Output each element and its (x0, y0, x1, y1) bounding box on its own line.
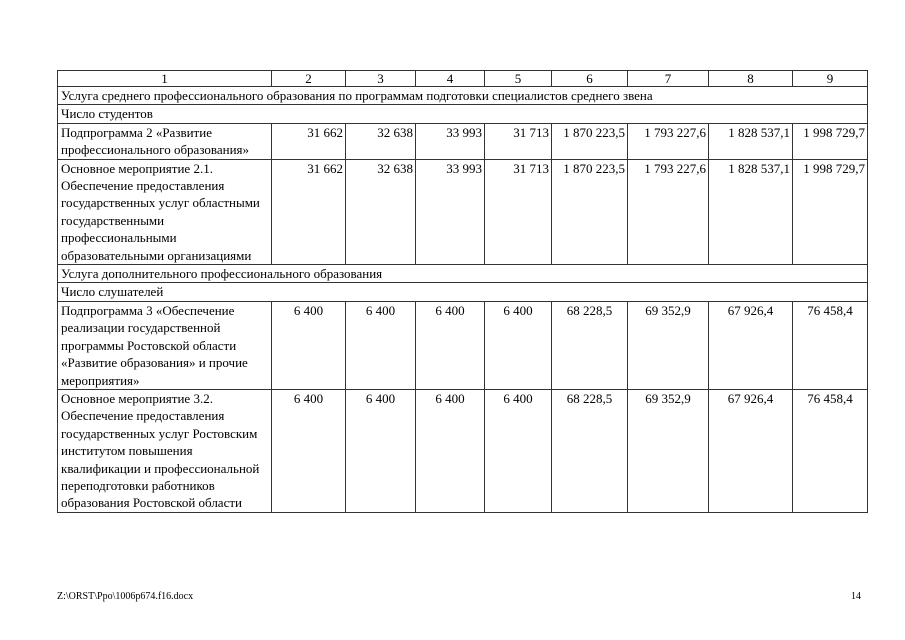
value-cell: 31 662 (272, 123, 346, 159)
value-cell: 6 400 (416, 389, 485, 512)
value-cell: 6 400 (346, 301, 416, 389)
table-row (58, 389, 868, 512)
value-cell: 1 828 537,1 (709, 159, 793, 264)
value-cell: 1 998 729,7 (793, 159, 868, 264)
row-name: Подпрограмма 2 «Развитие профессионального образования» (58, 123, 272, 159)
section-title-row (58, 87, 868, 105)
header-cell: 6 (552, 71, 628, 87)
footer-file-path: Z:\ORST\Ppo\1006p674.f16.docx (57, 591, 194, 602)
header-cell: 8 (709, 71, 793, 87)
value-cell: 32 638 (346, 123, 416, 159)
header-cell: 7 (628, 71, 709, 87)
value-cell: 31 713 (485, 159, 552, 264)
value-cell: 69 352,9 (628, 301, 709, 389)
row-name: Подпрограмма 3 «Обеспечение реализации государственной программы Ростовской области «Развитие образования» и прочие мероприятия» (58, 301, 272, 389)
value-cell: 31 662 (272, 159, 346, 264)
header-cell: 5 (485, 71, 552, 87)
value-cell: 33 993 (416, 123, 485, 159)
row-name: Основное мероприятие 2.1. Обеспечение предоставления государственных услуг областными государственными профессиональными образовательными организациями (58, 159, 272, 264)
value-cell: 1 828 537,1 (709, 123, 793, 159)
section-metric: Число студентов (58, 105, 868, 123)
value-cell: 6 400 (485, 301, 552, 389)
table-row (58, 159, 868, 264)
section-title: Услуга дополнительного профессионального образования (58, 265, 868, 283)
value-cell: 31 713 (485, 123, 552, 159)
header-cell: 9 (793, 71, 868, 87)
header-row (58, 71, 868, 87)
page-number: 14 (851, 591, 861, 602)
value-cell: 1 870 223,5 (552, 159, 628, 264)
value-cell: 6 400 (485, 389, 552, 512)
value-cell: 1 793 227,6 (628, 159, 709, 264)
table-row (58, 123, 868, 159)
value-cell: 6 400 (416, 301, 485, 389)
section-metric-row (58, 105, 868, 123)
value-cell: 67 926,4 (709, 301, 793, 389)
value-cell: 33 993 (416, 159, 485, 264)
value-cell: 68 228,5 (552, 301, 628, 389)
value-cell: 68 228,5 (552, 389, 628, 512)
value-cell: 1 793 227,6 (628, 123, 709, 159)
row-name: Основное мероприятие 3.2. Обеспечение предоставления государственных услуг Ростовским институтом повышения квалификации и профессиональной переподготовки работников образования Ростовской области (58, 389, 272, 512)
value-cell: 1 870 223,5 (552, 123, 628, 159)
value-cell: 6 400 (272, 389, 346, 512)
section-metric-row (58, 283, 868, 301)
header-cell: 1 (58, 71, 272, 87)
value-cell: 76 458,4 (793, 301, 868, 389)
section-metric: Число слушателей (58, 283, 868, 301)
header-cell: 4 (416, 71, 485, 87)
value-cell: 67 926,4 (709, 389, 793, 512)
value-cell: 1 998 729,7 (793, 123, 868, 159)
value-cell: 76 458,4 (793, 389, 868, 512)
value-cell: 6 400 (272, 301, 346, 389)
section-title: Услуга среднего профессионального образования по программам подготовки специалистов среднего звена (58, 87, 868, 105)
header-cell: 2 (272, 71, 346, 87)
value-cell: 6 400 (346, 389, 416, 512)
value-cell: 32 638 (346, 159, 416, 264)
table-row (58, 301, 868, 389)
header-cell: 3 (346, 71, 416, 87)
value-cell: 69 352,9 (628, 389, 709, 512)
data-table (57, 70, 868, 513)
section-title-row (58, 265, 868, 283)
